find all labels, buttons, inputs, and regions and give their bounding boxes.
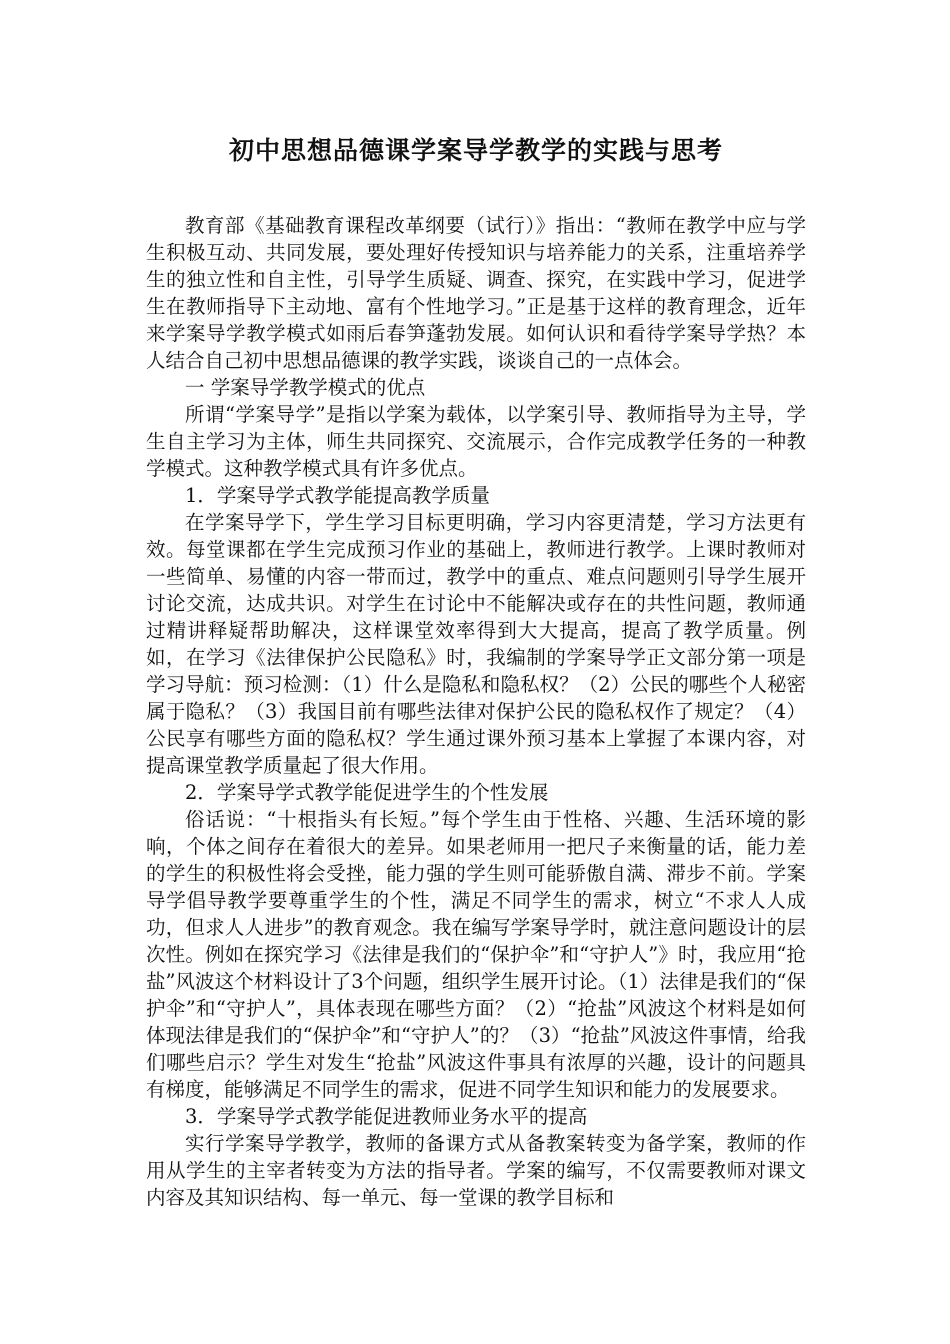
document-page — [146, 128, 806, 1211]
section1-paragraph: 所谓“学案导学”是指以学案为载体，以学案引导、教师指导为主导，学生自主学习为主体，师生共同探究、交流展示，合作完成教学任务的一种教学模式。这种教学模式具有许多优点。 — [146, 403, 806, 480]
intro-paragraph: 教育部《基础教育课程改革纲要（试行）》指出：“教师在教学中应与学生积极互动、共同发展，要处理好传授知识与培养能力的关系，注重培养学生的独立性和自主性，引导学生质疑、调查、探究，在实践中学习，促进学生在教师指导下主动地、富有个性地学习。”正是基于这样的教育理念，近年来学案导学教学模式如雨后春笋蓬勃发展。如何认识和看待学案导学热？本人结合自己初中思想品德课的教学实践，谈谈自己的一点体会。 — [146, 214, 806, 372]
point3-paragraph: 实行学案导学教学，教师的备课方式从备教案转变为备学案，教师的作用从学生的主宰者转变为方法的指导者。学案的编写，不仅需要教师对课文内容及其知识结构、每一单元、每一堂课的教学目标和 — [146, 1132, 806, 1209]
point2-paragraph: 俗话说：“十根指头有长短。”每个学生由于性格、兴趣、生活环境的影响，个体之间存在着很大的差异。如果老师用一把尺子来衡量的话，能力差的学生的积极性将会受挫，能力强的学生则可能骄傲自满、滞步不前。学案导学倡导教学要尊重学生的个性，满足不同学生的需求，树立“不求人人成功，但求人人进步”的教育观念。我在编写学案导学时，就注意问题设计的层次性。例如在探究学习《法律是我们的“保护伞”和“守护人”》时，我应用“抢盐”风波这个材料设计了3个问题，组织学生展开讨论。（1）法律是我们的“保护伞”和“守护人”，具体表现在哪些方面？（2）“抢盐”风波这个材料是如何体现法律是我们的“保护伞”和“守护人”的？（3）“抢盐”风波这件事情，给我们哪些启示？学生对发生“抢盐”风波这件事具有浓厚的兴趣，设计的问题具有梯度，能够满足不同学生的需求，促进不同学生知识和能力的发展要求。 — [146, 808, 806, 1101]
point3-heading: 3．学案导学式教学能促进教师业务水平的提高 — [185, 1105, 588, 1128]
point1-heading: 1．学案导学式教学能提高教学质量 — [185, 484, 490, 507]
document-title: 初中思想品德课学案导学教学的实践与思考 — [228, 136, 723, 165]
point2-heading: 2．学案导学式教学能促进学生的个性发展 — [185, 781, 549, 804]
point1-paragraph: 在学案导学下，学生学习目标更明确，学习内容更清楚，学习方法更有效。每堂课都在学生完成预习作业的基础上，教师进行教学。上课时教师对一些简单、易懂的内容一带而过，教学中的重点、难点问题则引导学生展开讨论交流，达成共识。对学生在讨论中不能解决或存在的共性问题，教师通过精讲释疑帮助解决，这样课堂效率得到大大提高，提高了教学质量。例如，在学习《法律保护公民隐私》时，我编制的学案导学正文部分第一项是学习导航：预习检测：（1）什么是隐私和隐私权？（2）公民的哪些个人秘密属于隐私？（3）我国目前有哪些法律对保护公民的隐私权作了规定？（4）公民享有哪些方面的隐私权？学生通过课外预习基本上掌握了本课内容，对提高课堂教学质量起了很大作用。 — [146, 511, 806, 777]
section1-heading: 一 学案导学教学模式的优点 — [185, 376, 426, 399]
